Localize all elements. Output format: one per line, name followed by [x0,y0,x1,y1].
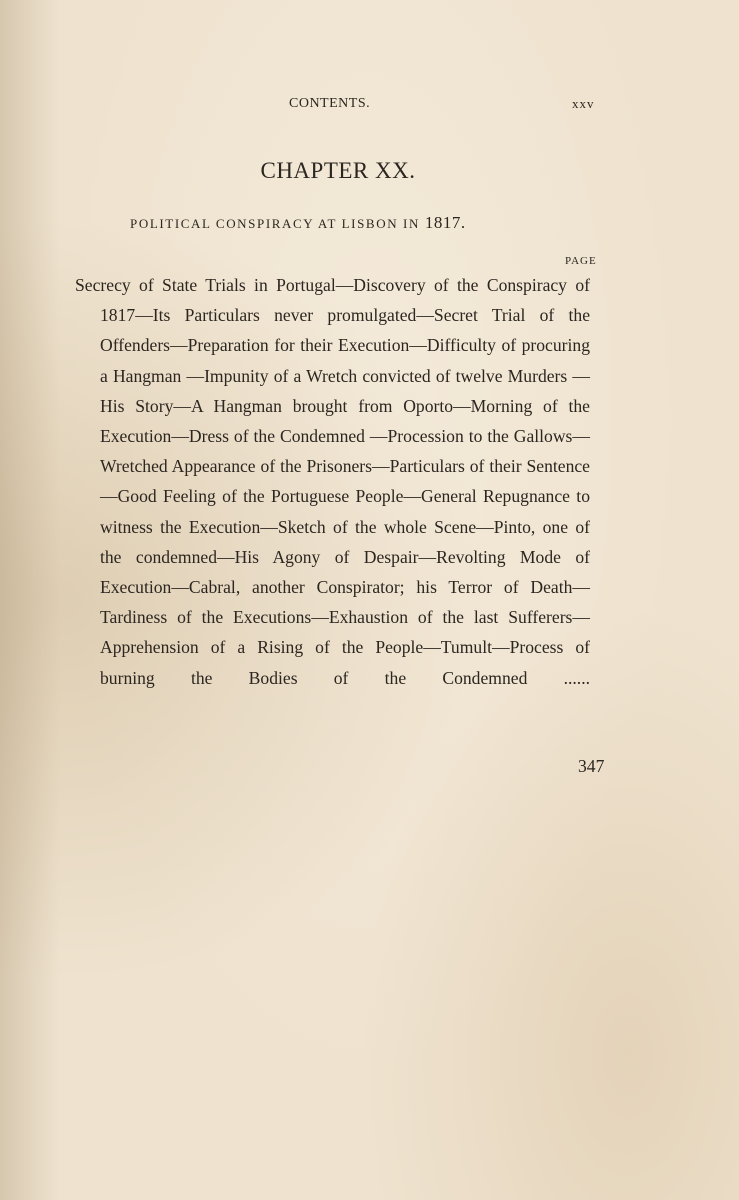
chapter-subtitle-text: POLITICAL CONSPIRACY AT LISBON IN [130,216,420,231]
chapter-title: CHAPTER XX. [260,158,416,183]
chapter-summary: Secrecy of State Trials in Portugal—Discovery of the Conspiracy of 1817—Its Particulars never promulgated—Secret Trial of the Offenders—Preparation for their Execution—Difficulty of procuring a Hangman —Impunity of a Wretch convicted of twelve Murders —His Story—A Hangman brought from Oporto—Morning of the Execution—Dress of the Condemned —Procession to the Gallows—Wretched Appearance of the Prisoners—Particulars of their Sentence—Good Feeling of the Portuguese People—General Repugnance to witness the Execution—Sketch of the whole Scene—Pinto, one of the condemned—His Agony of Despair—Revolting Mode of Execution—Cabral, another Conspirator; his Terror of Death—Tardiness of the Executions—Exhaustion of the last Sufferers—Apprehension of a Rising of the People—Tumult—Process of burning the Bodies of the Condemned ...... [75,275,590,688]
chapter-subtitle-year: 1817. [424,213,466,232]
page-number: xxv [572,96,595,111]
running-title: CONTENTS. [289,96,371,111]
page-reference: 347 [578,756,605,776]
chapter-subtitle [130,213,560,233]
running-head [0,96,739,116]
page-column-label: PAGE [565,255,597,267]
